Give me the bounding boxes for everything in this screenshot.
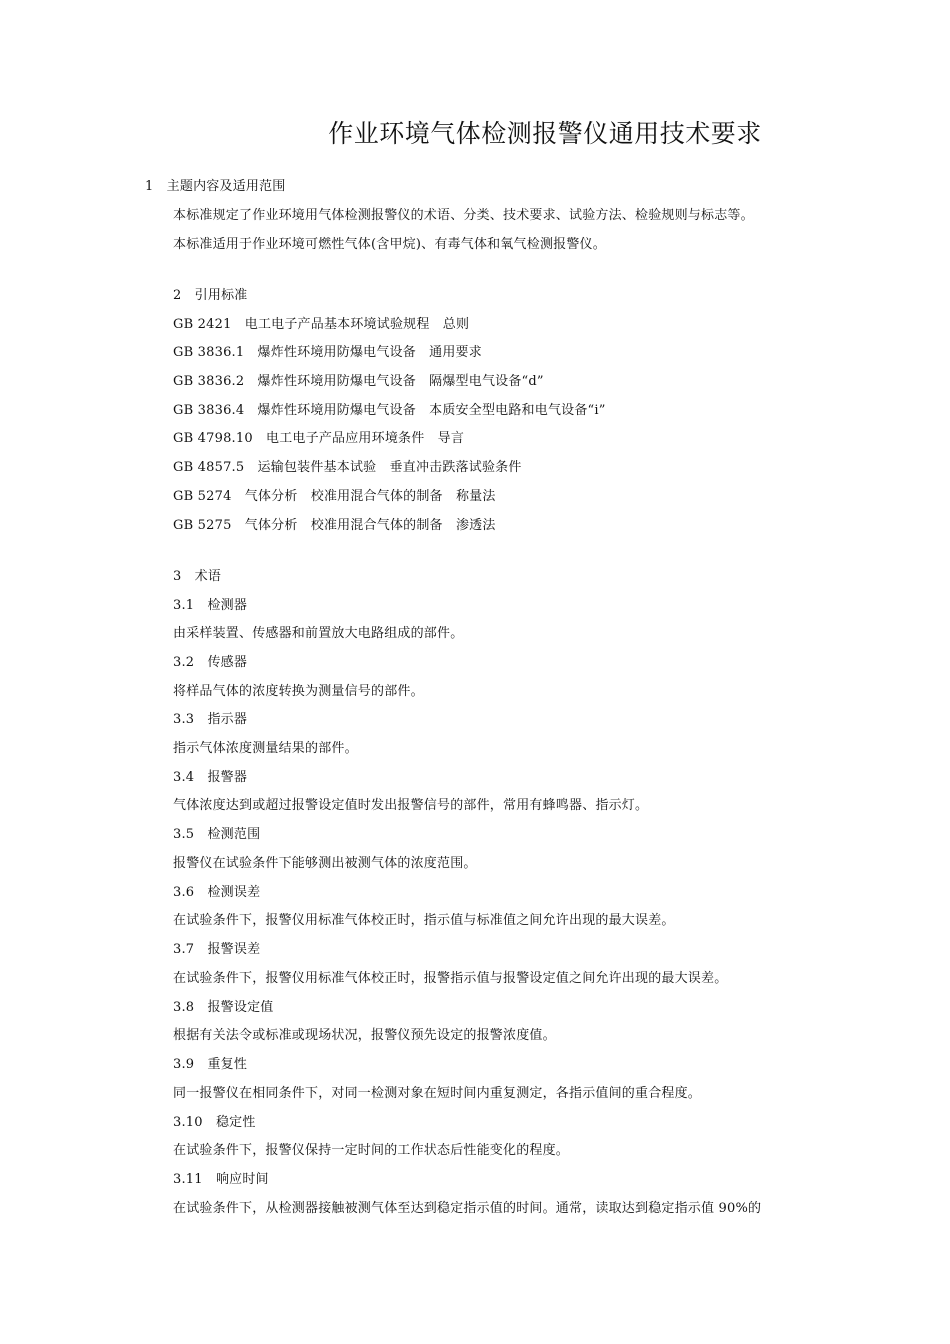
term-definition: 由采样装置、传感器和前置放大电路组成的部件。 bbox=[173, 626, 464, 641]
term-definition: 在试验条件下，报警仪保持一定时间的工作状态后性能变化的程度。 bbox=[173, 1143, 570, 1158]
term-heading: 3.2 传感器 bbox=[173, 655, 248, 670]
section-heading-3: 3 术语 bbox=[173, 569, 222, 584]
term-heading: 3.5 检测范围 bbox=[173, 827, 261, 842]
term-definition: 在试验条件下，从检测器接触被测气体至达到稳定指示值的时间。通常，读取达到稳定指示值 90%的 bbox=[173, 1201, 762, 1216]
term-heading: 3.9 重复性 bbox=[173, 1057, 248, 1072]
term-heading: 3.1 检测器 bbox=[173, 598, 248, 613]
reference-item: GB 5274 气体分析 校准用混合气体的制备 称量法 bbox=[173, 489, 496, 504]
reference-item: GB 4798.10 电工电子产品应用环境条件 导言 bbox=[173, 431, 465, 446]
paragraph: 本标准适用于作业环境可燃性气体(含甲烷)、有毒气体和氧气检测报警仪。 bbox=[173, 237, 606, 252]
term-heading: 3.4 报警器 bbox=[173, 770, 248, 785]
term-definition: 在试验条件下，报警仪用标准气体校正时，指示值与标准值之间允许出现的最大误差。 bbox=[173, 913, 675, 928]
paragraph: 本标准规定了作业环境用气体检测报警仪的术语、分类、技术要求、试验方法、检验规则与标志等。 bbox=[173, 208, 754, 223]
document-title: 作业环境气体检测报警仪通用技术要求 bbox=[328, 119, 762, 148]
section-heading-1: 1 主题内容及适用范围 bbox=[145, 179, 286, 194]
reference-item: GB 5275 气体分析 校准用混合气体的制备 渗透法 bbox=[173, 518, 496, 533]
reference-item: GB 3836.1 爆炸性环境用防爆电气设备 通用要求 bbox=[173, 345, 482, 360]
reference-item: GB 4857.5 运输包装件基本试验 垂直冲击跌落试验条件 bbox=[173, 460, 522, 475]
term-definition: 报警仪在试验条件下能够测出被测气体的浓度范围。 bbox=[173, 856, 477, 871]
term-definition: 将样品气体的浓度转换为测量信号的部件。 bbox=[173, 684, 424, 699]
term-definition: 根据有关法令或标准或现场状况，报警仪预先设定的报警浓度值。 bbox=[173, 1028, 556, 1043]
term-heading: 3.8 报警设定值 bbox=[173, 1000, 274, 1015]
term-definition: 气体浓度达到或超过报警设定值时发出报警信号的部件，常用有蜂鸣器、指示灯。 bbox=[173, 798, 649, 813]
term-heading: 3.10 稳定性 bbox=[173, 1115, 256, 1130]
term-definition: 同一报警仪在相同条件下，对同一检测对象在短时间内重复测定，各指示值间的重合程度。 bbox=[173, 1086, 702, 1101]
term-definition: 在试验条件下，报警仪用标准气体校正时，报警指示值与报警设定值之间允许出现的最大误差。 bbox=[173, 971, 728, 986]
term-heading: 3.7 报警误差 bbox=[173, 942, 261, 957]
term-heading: 3.6 检测误差 bbox=[173, 885, 261, 900]
section-heading-2: 2 引用标准 bbox=[173, 288, 248, 303]
term-heading: 3.11 响应时间 bbox=[173, 1172, 269, 1187]
reference-item: GB 2421 电工电子产品基本环境试验规程 总则 bbox=[173, 317, 470, 332]
term-definition: 指示气体浓度测量结果的部件。 bbox=[173, 741, 358, 756]
reference-item: GB 3836.4 爆炸性环境用防爆电气设备 本质安全型电路和电气设备“i” bbox=[173, 403, 606, 418]
reference-item: GB 3836.2 爆炸性环境用防爆电气设备 隔爆型电气设备“d” bbox=[173, 374, 544, 389]
term-heading: 3.3 指示器 bbox=[173, 712, 248, 727]
